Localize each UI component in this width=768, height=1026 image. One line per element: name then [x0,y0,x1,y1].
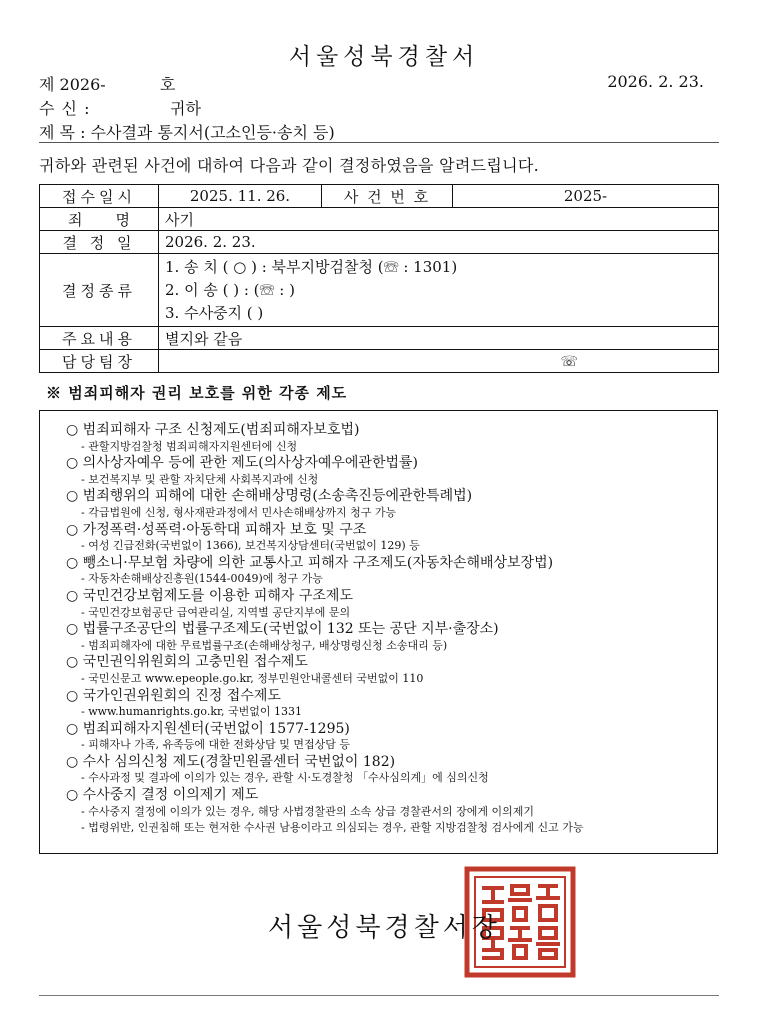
list-item-detail: - 각급법원에 신청, 형사재판과정에서 민사손해배상까지 청구 가능 [81,505,397,519]
list-item [66,688,706,721]
charge: 사기 [159,208,719,231]
list-item [66,754,706,787]
summary: 별지와 같음 [159,327,719,350]
table-row [40,254,719,327]
list-item [66,555,706,588]
list-item-title: ○ 가정폭력·성폭력·아동학대 피해자 보호 및 구조 [66,521,367,538]
list-item-detail: - 법령위반, 인권침해 또는 현저한 수사권 남용이라고 의심되는 경우, 관할 지방검찰청 검사에게 신고 가능 [81,821,584,835]
officer-label: 담당팀장 [40,350,159,373]
list-item-detail: - 범죄피해자에 대한 무료법률구조(손해배상청구, 배상명령신청 소송대리 등) [81,638,448,652]
intro-text: 귀하와 관련된 사건에 대하여 다음과 같이 결정하였음을 알려드립니다. [39,156,540,175]
list-item-detail: - 피해자나 가족, 유족등에 대한 전화상담 및 면접상담 등 [81,738,350,752]
decision-date: 2026. 2. 23. [159,231,719,254]
footer-divider [39,995,719,996]
header-divider [39,142,719,143]
rights-list [66,422,706,837]
doc-number-suffix: 호 [160,75,176,94]
receipt-date-label: 접수일시 [40,185,159,208]
list-item-title: ○ 법률구조공단의 법률구조제도(국번없이 132 또는 공단 지부·출장소) [66,621,499,638]
list-item [66,588,706,621]
list-item-detail: - 국민건강보험공단 급여관리실, 지역별 공단지부에 문의 [81,605,351,619]
list-item [66,621,706,654]
phone-icon: ☏ [560,354,578,370]
recipient-label: 수 신 : [39,99,91,118]
list-item-title: ○ 수사중지 결정 이의제기 제도 [66,787,259,804]
list-item [66,654,706,687]
document-date: 2026. 2. 23. [607,72,704,91]
decision-option-suspend: 3. 수사중지 ( ) [165,303,264,322]
list-item-detail: - 수사과정 및 결과에 이의가 있는 경우, 관할 시·도경찰청 「수사심의계」에 심의신청 [81,771,489,785]
list-item [66,522,706,555]
decision-option-transfer: 2. 이 송 ( ) : (☏ : ) [165,280,295,299]
signer-title: 서울성북경찰서장 [268,913,501,943]
case-info-table [39,184,719,373]
rights-section-title: ※ 범죄피해자 권리 보호를 위한 각종 제도 [46,384,348,402]
list-item [66,488,706,521]
list-item [66,455,706,488]
subject: 제 목 : 수사결과 통지서(고소인등·송치 등) [39,123,335,142]
summary-label: 주요내용 [40,327,159,350]
list-item-title: ○ 범죄피해자지원센터(국번없이 1577-1295) [66,720,350,737]
list-item [66,787,706,837]
table-row [40,185,719,208]
list-item [66,422,706,455]
table-row [40,231,719,254]
list-item-detail: - 자동차손해배상진흥원(1544-0049)에 청구 가능 [81,572,323,586]
charge-label [40,208,159,231]
decision-date-label: 결 정 일 [40,231,159,254]
officer-phone [159,350,719,373]
table-row [40,350,719,373]
list-item-detail: - 국민신문고 www.epeople.go.kr, 정부민원안내콜센터 국번없이 110 [81,671,424,685]
list-item [66,721,706,754]
list-item-title: ○ 국민건강보험제도를 이용한 피해자 구조제도 [66,587,353,604]
doc-number-label: 제 2026- [39,75,106,94]
decision-type-label: 결정종류 [40,254,159,327]
list-item-detail: - 관할지방검찰청 범죄피해자지원센터에 신청 [81,439,298,453]
charge-label-text: 죄 명 [68,210,130,229]
list-item-title: ○ 수사 심의신청 제도(경찰민원콜센터 국번없이 182) [66,753,396,770]
list-item-detail: - 보건복지부 및 관할 자치단체 사회복지과에 신청 [81,472,319,486]
list-item-title: ○ 범죄행위의 피해에 대한 손해배상명령(소송촉진등에관한특례법) [66,488,473,505]
list-item-detail: - 수사중지 결정에 이의가 있는 경우, 해당 사법경찰관의 소속 상급 경찰관서의 장에게 이의제기 [81,804,534,818]
table-row [40,208,719,231]
receipt-date: 2025. 11. 26. [159,185,322,208]
case-number: 2025- [453,185,719,208]
list-item-detail: - 여성 긴급전화(국번없이 1366), 보건복지상담센터(국번없이 129) 등 [81,539,420,553]
table-row [40,327,719,350]
list-item-title: ○ 의사상자예우 등에 관한 제도(의사상자예우에관한법률) [66,455,418,472]
list-item-title: ○ 뺑소니·무보험 차량에 의한 교통사고 피해자 구조제도(자동차손해배상보장법) [66,554,554,571]
decision-type-options [159,254,719,327]
list-item-title: ○ 범죄피해자 구조 신청제도(범죄피해자보호법) [66,422,360,438]
case-number-label: 사 건 번 호 [322,185,453,208]
document-title: 서울성북경찰서 [288,44,480,70]
list-item-title: ○ 국가인권위원회의 진정 접수제도 [66,687,281,704]
list-item-title: ○ 국민권익위원회의 고충민원 접수제도 [66,654,308,671]
recipient: 귀하 [170,99,201,118]
decision-option-transfer-prosecution: 1. 송 치 ( ○ ) : 북부지방검찰청 (☏ : 1301) [165,257,458,276]
list-item-detail: - www.humanrights.go.kr, 국번없이 1331 [81,705,303,719]
